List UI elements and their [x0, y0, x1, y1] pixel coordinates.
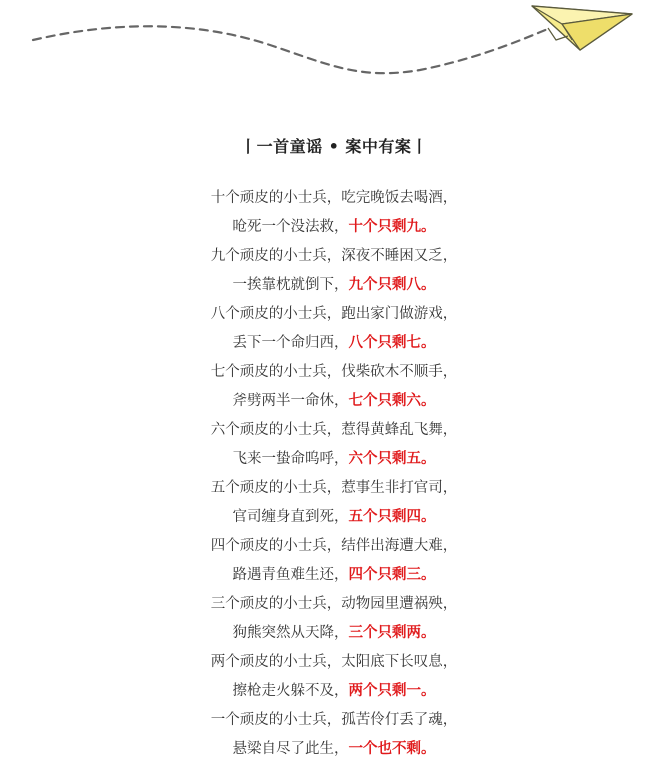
poem [0, 184, 668, 764]
poem-line: 七个顽皮的小士兵，伐柴砍木不顺手， [210, 364, 458, 380]
poem-line: 八个顽皮的小士兵，跑出家门做游戏， [210, 306, 458, 322]
page-title: 丨一首童谣 • 案中有案丨 [240, 137, 428, 156]
poem-line [0, 561, 668, 590]
poem-line-text: 呛死一个没法救， [232, 219, 349, 235]
poem-line [0, 213, 668, 242]
poem-line-text: 狗熊突然从天降， [232, 625, 349, 641]
poem-line-text: 路遇青鱼难生还， [232, 567, 349, 583]
poem-line-text: 斧劈两半一命休， [232, 393, 349, 409]
poem-line: 三个顽皮的小士兵，动物园里遭祸殃， [210, 596, 458, 612]
poem-line: 十个顽皮的小士兵，吃完晚饭去喝酒， [210, 190, 458, 206]
poem-line: 五个顽皮的小士兵，惹事生非打官司， [210, 480, 458, 496]
poem-line: 六个顽皮的小士兵，惹得黄蜂乱飞舞， [210, 422, 458, 438]
poem-line-highlight: 五个只剩四。 [348, 509, 436, 525]
poem-line: 两个顽皮的小士兵，太阳底下长叹息， [210, 654, 458, 670]
poem-line-text: 擦枪走火躲不及， [232, 683, 349, 699]
header-decoration [0, 0, 668, 110]
poem-line-text: 悬梁自尽了此生， [232, 741, 349, 757]
poem-line-text: 官司缠身直到死， [232, 509, 349, 525]
paper-plane-icon [532, 6, 632, 50]
poem-line [0, 271, 668, 300]
poem-line-text: 飞来一蛰命呜呼， [232, 451, 349, 467]
poem-line [0, 619, 668, 648]
poem-line-text: 丢下一个命归西， [232, 335, 349, 351]
poem-line-highlight: 八个只剩七。 [348, 335, 436, 351]
poem-line-highlight: 四个只剩三。 [348, 567, 436, 583]
poem-line-highlight: 七个只剩六。 [348, 393, 436, 409]
poem-line: 一个顽皮的小士兵，孤苦伶仃丢了魂， [210, 712, 458, 728]
poem-line: 九个顽皮的小士兵，深夜不睡困又乏， [210, 248, 458, 264]
poem-line: 四个顽皮的小士兵，结伴出海遭大难， [210, 538, 458, 554]
poem-line-highlight: 九个只剩八。 [348, 277, 436, 293]
poem-line [0, 677, 668, 706]
poem-line-text: 一挨靠枕就倒下， [232, 277, 349, 293]
poem-line-highlight: 六个只剩五。 [348, 451, 436, 467]
poem-line-highlight: 十个只剩九。 [348, 219, 436, 235]
poem-line [0, 735, 668, 764]
poem-line [0, 503, 668, 532]
dashed-trail [33, 26, 550, 73]
poem-line [0, 445, 668, 474]
poem-line-highlight: 两个只剩一。 [348, 683, 436, 699]
poem-line-highlight: 一个也不剩。 [348, 741, 436, 757]
poem-line [0, 329, 668, 358]
poem-line-highlight: 三个只剩两。 [348, 625, 436, 641]
poem-line [0, 387, 668, 416]
